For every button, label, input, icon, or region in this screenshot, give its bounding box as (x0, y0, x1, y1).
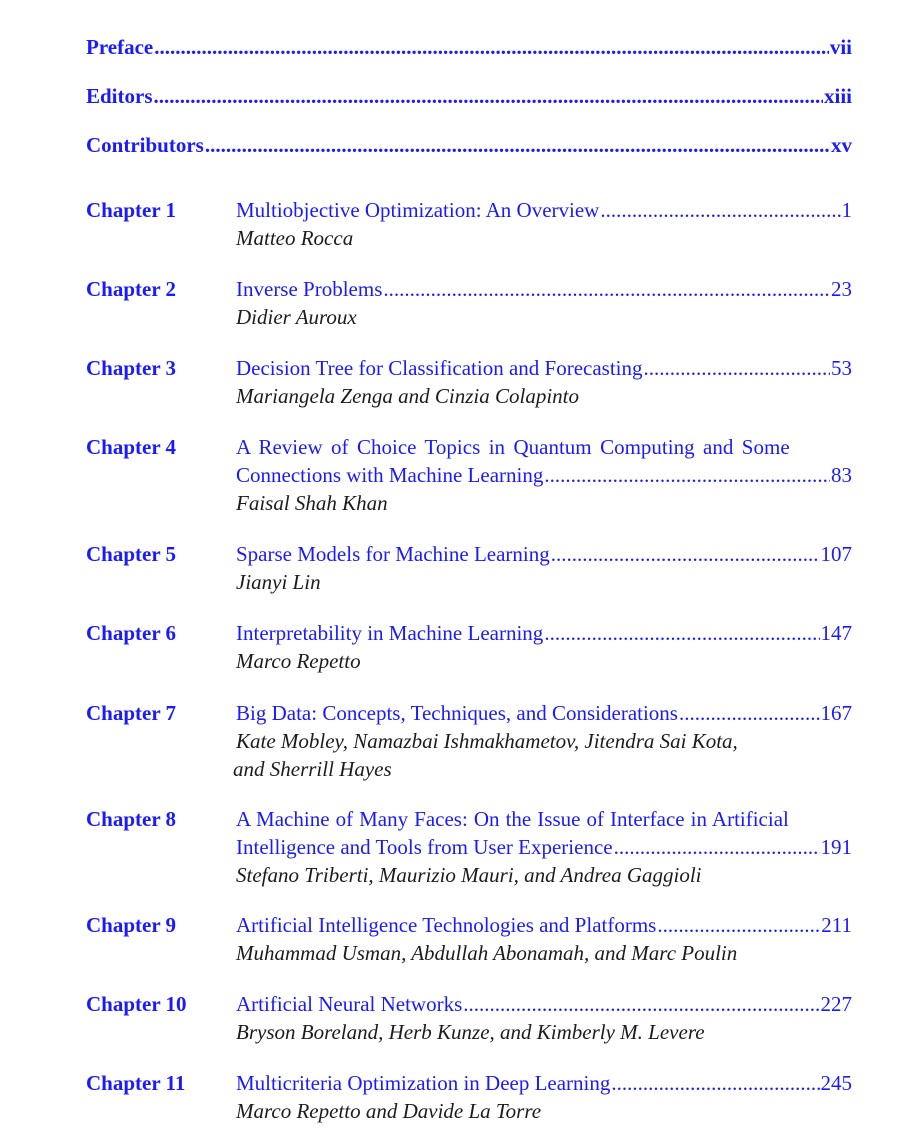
chapter-page: 227 (820, 992, 852, 1016)
chapter-title[interactable] (236, 275, 852, 303)
dot-leader (544, 461, 830, 489)
chapter-title[interactable] (236, 619, 852, 647)
chapter-authors: Faisal Shah Khan (236, 491, 388, 515)
chapter-authors: Jianyi Lin (236, 570, 321, 594)
chapter-title-line[interactable]: A Review of Choice Topics in Quantum Computing and Some (236, 435, 790, 459)
chapter-page: 83 (831, 463, 852, 487)
chapter-label: Chapter 7 (86, 701, 177, 725)
chapter-title[interactable] (236, 354, 852, 382)
chapter-authors: Muhammad Usman, Abdullah Abonamah, and Marc Poulin (236, 941, 738, 965)
toc-entry-page: xv (831, 133, 852, 157)
chapter-page: 191 (820, 835, 852, 859)
toc-entry-page: xiii (823, 84, 852, 108)
chapter-title[interactable] (236, 1069, 852, 1097)
dot-leader (644, 354, 830, 382)
chapter-title[interactable] (236, 990, 852, 1018)
chapter-label: Chapter 4 (86, 435, 177, 459)
chapter-label: Chapter 6 (86, 621, 177, 645)
dot-leader (154, 34, 829, 60)
chapter-title-text: Multicriteria Optimization in Deep Learning (236, 1071, 611, 1095)
toc-entry-preface[interactable] (86, 34, 852, 60)
chapter-title-text: Intelligence and Tools from User Experience (236, 835, 613, 859)
chapter-title[interactable] (236, 699, 852, 727)
chapter-label: Chapter 3 (86, 356, 177, 380)
chapter-label: Chapter 11 (86, 1071, 186, 1095)
chapter-label: Chapter 9 (86, 913, 177, 937)
dot-leader (154, 83, 823, 109)
chapter-title[interactable] (236, 461, 852, 489)
chapter-title-text: Big Data: Concepts, Techniques, and Considerations (236, 701, 678, 725)
chapter-page: 211 (821, 913, 852, 937)
chapter-page: 23 (831, 277, 852, 301)
dot-leader (551, 540, 820, 568)
chapter-title[interactable] (236, 540, 852, 568)
chapter-label: Chapter 1 (86, 198, 177, 222)
chapter-label: Chapter 10 (86, 992, 187, 1016)
toc-entry-contributors[interactable] (86, 132, 852, 158)
chapter-label: Chapter 8 (86, 807, 177, 831)
chapter-page: 147 (820, 621, 852, 645)
toc-entry-title: Preface (86, 35, 154, 59)
dot-leader (463, 990, 819, 1018)
chapter-title-text: Connections with Machine Learning (236, 463, 544, 487)
chapter-authors: and Sherrill Hayes (233, 757, 392, 781)
chapter-authors: Stefano Triberti, Maurizio Mauri, and Andrea Gaggioli (236, 863, 702, 887)
chapter-authors: Didier Auroux (236, 305, 357, 329)
chapter-authors: Kate Mobley, Namazbai Ishmakhametov, Jitendra Sai Kota, (236, 729, 738, 753)
chapter-title-text: Artificial Neural Networks (236, 992, 463, 1016)
dot-leader (657, 911, 820, 939)
dot-leader (383, 275, 830, 303)
chapter-page: 107 (820, 542, 852, 566)
toc-entry-title: Contributors (86, 133, 204, 157)
chapter-title-text: Inverse Problems (236, 277, 383, 301)
dot-leader (614, 833, 820, 861)
dot-leader (205, 132, 830, 158)
chapter-authors: Mariangela Zenga and Cinzia Colapinto (236, 384, 580, 408)
chapter-title-text: Artificial Intelligence Technologies and Platforms (236, 913, 657, 937)
chapter-label: Chapter 5 (86, 542, 177, 566)
dot-leader (679, 699, 820, 727)
chapter-page: 167 (820, 701, 852, 725)
toc-entry-editors[interactable] (86, 83, 852, 109)
toc-entry-page: vii (829, 35, 852, 59)
chapter-title[interactable] (236, 911, 852, 939)
chapter-title-text: Multiobjective Optimization: An Overview (236, 198, 600, 222)
chapter-title-line[interactable]: A Machine of Many Faces: On the Issue of Interface in Artificial (236, 807, 789, 831)
chapter-title-text: Decision Tree for Classification and Forecasting (236, 356, 643, 380)
dot-leader (600, 196, 840, 224)
dot-leader (611, 1069, 819, 1097)
chapter-page: 53 (831, 356, 852, 380)
chapter-authors: Marco Repetto (236, 649, 361, 673)
toc-entry-title: Editors (86, 84, 153, 108)
chapter-page: 1 (841, 198, 852, 222)
chapter-page: 245 (820, 1071, 852, 1095)
chapter-title-text: Interpretability in Machine Learning (236, 621, 544, 645)
chapter-authors: Bryson Boreland, Herb Kunze, and Kimberly M. Levere (236, 1020, 705, 1044)
chapter-label: Chapter 2 (86, 277, 177, 301)
chapter-title[interactable] (236, 196, 852, 224)
dot-leader (544, 619, 819, 647)
chapter-authors: Marco Repetto and Davide La Torre (236, 1099, 542, 1123)
chapter-title-text: Sparse Models for Machine Learning (236, 542, 550, 566)
chapter-title[interactable] (236, 833, 852, 861)
chapter-authors: Matteo Rocca (236, 226, 354, 250)
